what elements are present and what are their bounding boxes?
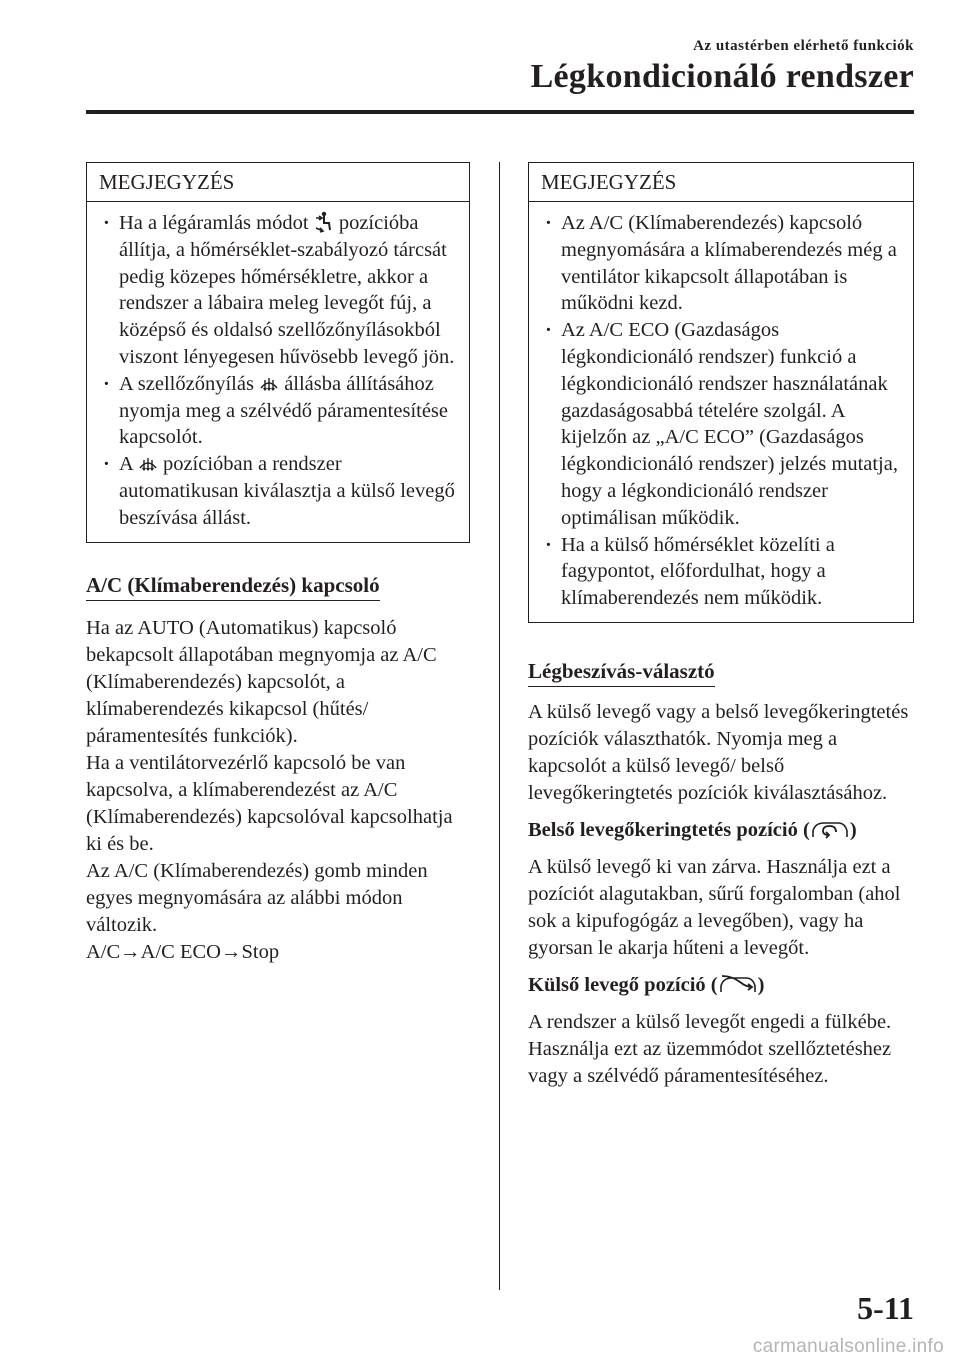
left-column (86, 162, 470, 966)
note-bullet (97, 451, 457, 531)
right-column (528, 162, 914, 1090)
note-box-right (528, 162, 914, 623)
ac-section (86, 573, 470, 966)
subheading-close: ) (757, 973, 765, 996)
note-title: MEGJEGYZÉS (529, 163, 913, 202)
mode-sequence: A/C→A/C ECO→Stop (86, 940, 280, 963)
intake-section (528, 659, 914, 1090)
note-body (87, 202, 469, 542)
paragraph: A külső levegő vagy a belső levegőkeringtetés pozíciók választhatók. Nyomja meg a kapcsolót a külső levegő/ belső levegőkeringtetés pozíciók kiválasztásához. (528, 700, 909, 804)
paragraph: Ha a ventilátorvezérlő kapcsoló be van kapcsolva, a klímaberendezést az A/C (Klímaberendezés) kapcsolóval kapcsolhatja ki és be. (86, 751, 453, 855)
bullet-dot: · (103, 372, 110, 395)
bullet-text-start: A (119, 453, 138, 476)
subheading-close: ) (849, 818, 857, 841)
subheading-text: Belső levegőkeringtetés pozíció ( (528, 818, 810, 841)
note-bullet (97, 210, 457, 371)
outside-air-icon (718, 973, 758, 995)
bullet-dot: · (545, 319, 552, 342)
column-divider (499, 162, 500, 1290)
running-header-title: Légkondicionáló rendszer (530, 58, 914, 95)
paragraph: A külső levegő ki van zárva. Használja ezt a pozíciót alagutakban, sűrű forgalomban (ahol sok a kipufogógáz a levegőben), vagy ha gyorsan le akarja hűteni a levegőt. (528, 855, 901, 959)
paragraph: Az A/C (Klímaberendezés) gomb minden egyes megnyomására az alábbi módon változik. (86, 859, 428, 936)
recirculation-icon (810, 818, 850, 840)
note-box-left (86, 162, 470, 543)
defroster-icon (138, 454, 158, 474)
subheading-outside-air (528, 972, 914, 999)
bullet-text-end: pozícióban a rendszer automatikusan kiválasztja a külső levegő beszívása állást. (119, 453, 455, 529)
note-bullet (539, 210, 901, 317)
section-heading-ac: A/C (Klímaberendezés) kapcsoló (86, 573, 380, 601)
bullet-dot: · (103, 212, 110, 234)
note-bullet (539, 532, 901, 612)
bullet-text-start: A szellőzőnyílás (119, 372, 260, 395)
section-heading-intake: Légbeszívás-választó (528, 659, 715, 687)
subheading-recirculation (528, 817, 914, 844)
header-rule (86, 110, 914, 114)
note-bullet (97, 371, 457, 451)
bullet-text: Ha a külső hőmérséklet közelíti a fagypontot, előfordulhat, hogy a klímaberendezés nem működik. (561, 533, 835, 610)
bullet-text: Az A/C (Klímaberendezés) kapcsoló megnyomására a klímaberendezés még a ventilátor kikapcsolt állapotában is működni kezd. (561, 212, 897, 315)
paragraph: Ha az AUTO (Automatikus) kapcsoló bekapcsolt állapotában megnyomja az A/C (Klímaberendezés) kapcsolót, a klímaberendezés kikapcsol (hűtés/ páramentesítés funkciók). (86, 616, 437, 747)
bullet-dot: · (545, 212, 552, 234)
bullet-text-end: állásba állításához nyomja meg a szélvédő páramentesítése kapcsolót. (119, 372, 449, 449)
footer-watermark-url[interactable]: carmanualsonline.info (752, 1336, 944, 1357)
bullet-text-start: Ha a légáramlás módot (119, 212, 314, 234)
bi-level-airflow-icon (314, 211, 334, 233)
bullet-text: Az A/C ECO (Gazdaságos légkondicionáló rendszer) funkció a légkondicionáló rendszer használatának gazdaságosabbá tételére szolgál. A kijelzőn az „A/C ECO” (Gazdaságos légkondicionáló rendszer) jelzés mutatja, hogy a légkondicionáló rendszer optimálisan működik. (561, 319, 898, 529)
running-header-section: Az utastérben elérhető funkciók (693, 38, 914, 54)
note-title: MEGJEGYZÉS (87, 163, 469, 202)
defroster-icon (259, 374, 279, 394)
paragraph: A rendszer a külső levegőt engedi a fülkébe. Használja ezt az üzemmódot szellőztetéshez vagy a szélvédő páramentesítéséhez. (528, 1010, 892, 1087)
note-bullet (539, 317, 901, 531)
note-body (529, 202, 913, 622)
bullet-dot: · (545, 533, 552, 556)
page-number: 5-11 (857, 1290, 914, 1326)
subheading-text: Külső levegő pozíció ( (528, 973, 718, 996)
bullet-text-end: pozícióba állítja, a hőmérséklet-szabályozó tárcsát pedig közepes hőmérsékletre, akkor a rendszer a lábaira meleg levegőt fúj, a középső és oldalsó szellőzőnyílásokból viszont lényegesen hűvösebb levegő jön. (119, 212, 455, 368)
bullet-dot: · (103, 453, 110, 476)
